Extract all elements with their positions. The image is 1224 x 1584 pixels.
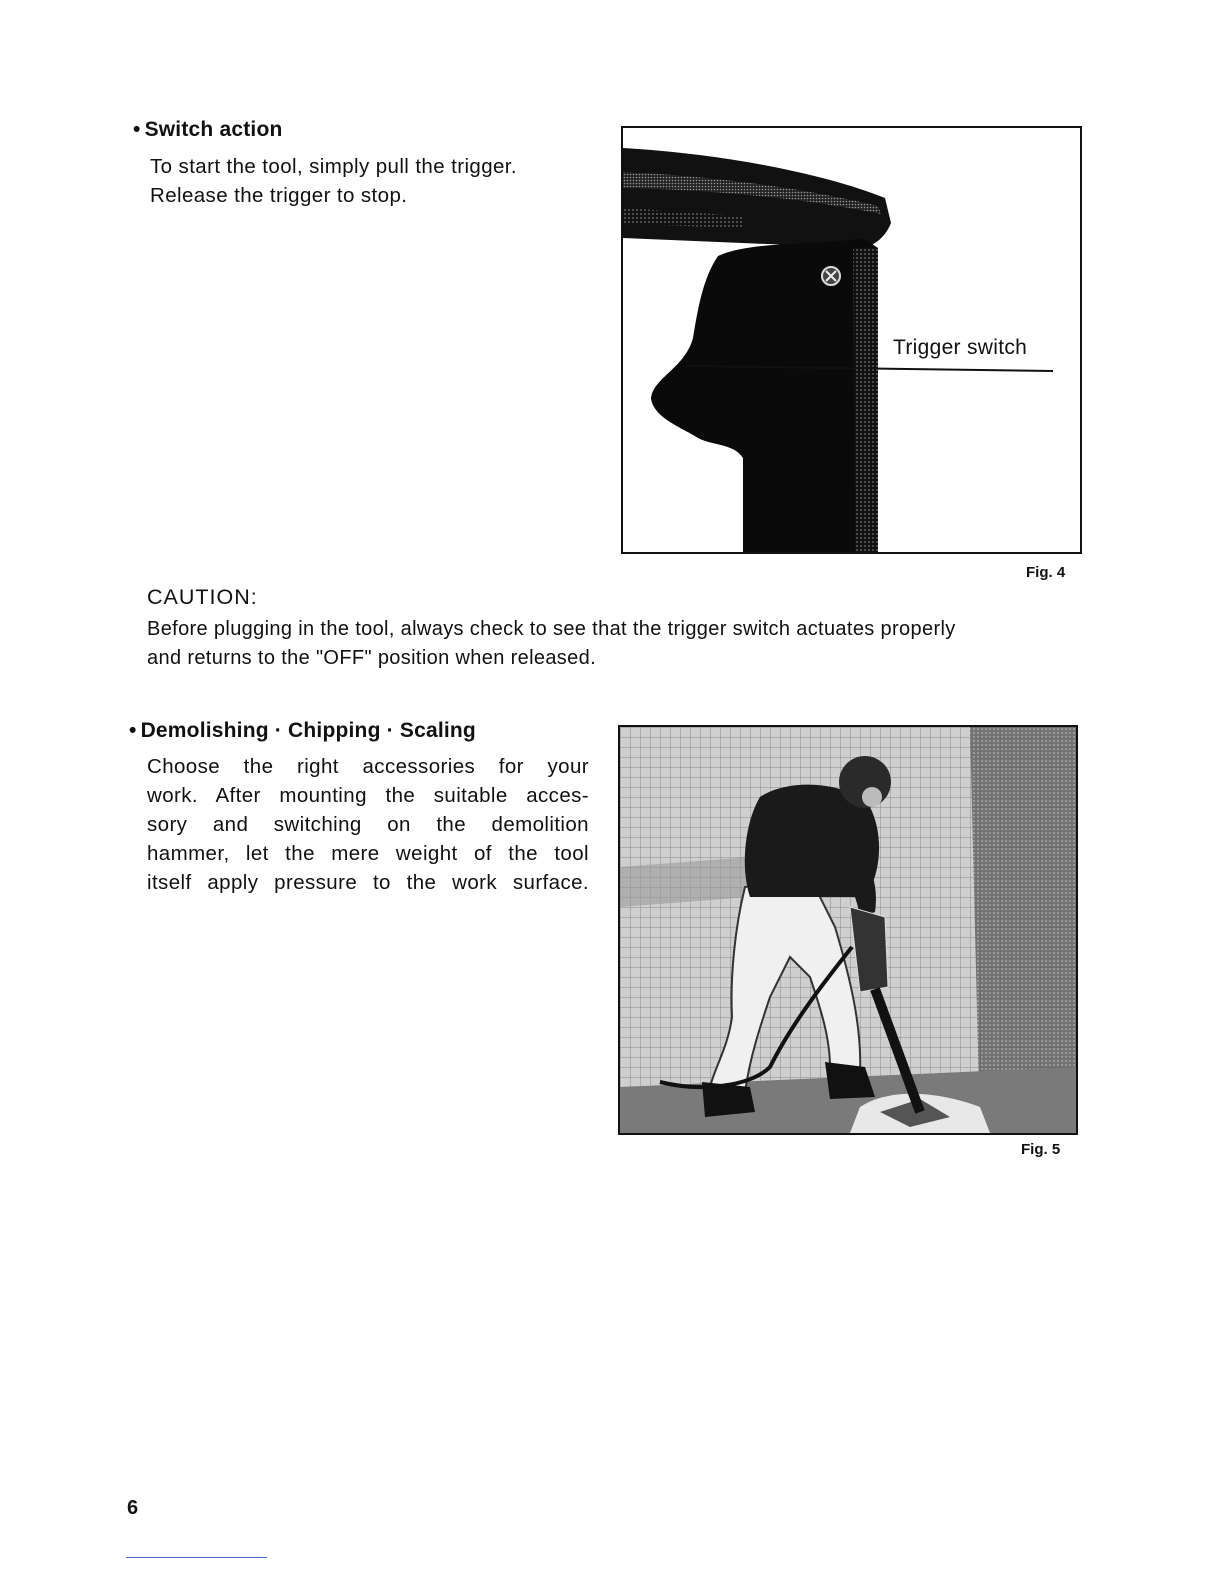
figure-5-label: Fig. 5 bbox=[1021, 1141, 1061, 1158]
caution-label: CAUTION: bbox=[147, 585, 258, 609]
text-line: itself apply pressure to the work surface. bbox=[147, 871, 589, 894]
switch-action-text bbox=[150, 152, 517, 210]
heading-text: Switch action bbox=[144, 118, 283, 141]
text-line: sory and switching on the demolition bbox=[147, 813, 589, 836]
page-number: 6 bbox=[127, 1497, 139, 1519]
text-line: work. After mounting the suitable acces- bbox=[147, 784, 589, 807]
trigger-switch-callout: Trigger switch bbox=[893, 336, 1028, 359]
demolishing-text bbox=[147, 752, 589, 897]
text-line: Before plugging in the tool, always check to see that the trigger switch actuates properly bbox=[147, 618, 956, 640]
figure-5-demolition-photo bbox=[618, 725, 1078, 1135]
caution-text bbox=[147, 615, 956, 673]
demolishing-heading bbox=[129, 719, 476, 743]
bullet: • bbox=[129, 719, 137, 742]
figure-4-label: Fig. 4 bbox=[1026, 564, 1066, 581]
text-line: To start the tool, simply pull the trigger. bbox=[150, 155, 518, 178]
footer-rule bbox=[126, 1557, 267, 1558]
text-line: Release the trigger to stop. bbox=[150, 184, 408, 207]
heading-text: Demolishing · Chipping · Scaling bbox=[140, 719, 476, 742]
text-line: and returns to the "OFF" position when released. bbox=[147, 647, 597, 669]
text-line: hammer, let the mere weight of the tool bbox=[147, 842, 589, 865]
bullet: • bbox=[133, 118, 141, 141]
demolition-worker-illustration bbox=[620, 727, 1076, 1133]
text-line: Choose the right accessories for your bbox=[147, 755, 589, 778]
switch-action-heading bbox=[133, 118, 283, 142]
figure-4-trigger-photo bbox=[621, 126, 1082, 554]
